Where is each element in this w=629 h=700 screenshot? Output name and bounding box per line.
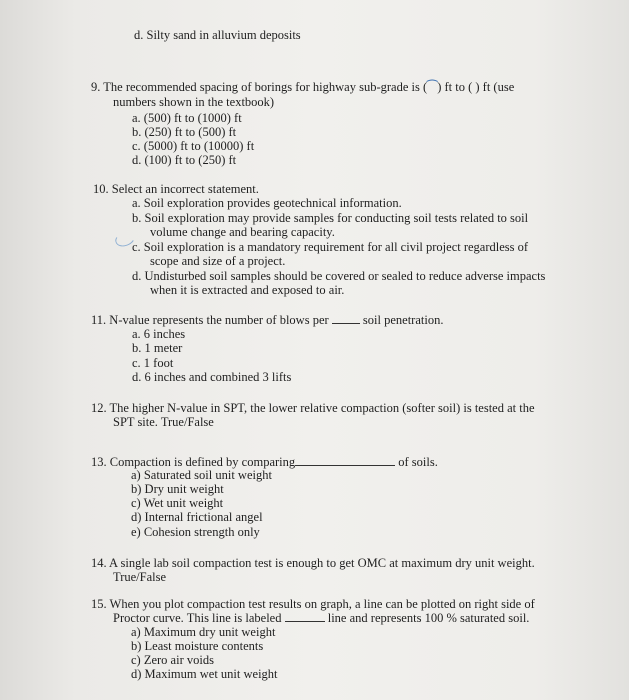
question-10-option-d-cont: when it is extracted and exposed to air. (150, 283, 345, 297)
question-15-text: Proctor curve. This line is labeled (113, 611, 282, 625)
question-13-text: 13. Compaction is defined by comparing (91, 455, 296, 469)
question-14-stem-cont[interactable]: True/False (113, 570, 167, 584)
question-9-stem-cont: numbers shown in the textbook) (113, 95, 275, 109)
question-13-option-c[interactable]: c) Wet unit weight (131, 496, 224, 510)
question-11-stem (91, 313, 443, 327)
question-15-option-c[interactable]: c) Zero air voids (131, 653, 214, 667)
question-13-option-d[interactable]: d) Internal frictional angel (131, 510, 263, 524)
question-11-text: 11. N-value represents the number of blows per (91, 313, 329, 327)
question-11-option-c[interactable]: c. 1 foot (132, 356, 174, 370)
question-11-option-d[interactable]: d. 6 inches and combined 3 lifts (132, 370, 292, 384)
question-15-option-d[interactable]: d) Maximum wet unit weight (131, 667, 278, 681)
answer-blank[interactable] (295, 455, 395, 466)
question-10-option-b-cont: volume change and bearing capacity. (150, 225, 335, 239)
question-15-stem-cont (113, 611, 529, 625)
question-10-option-c[interactable]: c. Soil exploration is a mandatory requirement for all civil project regardless of (132, 240, 529, 254)
question-11-option-b[interactable]: b. 1 meter (132, 341, 183, 355)
question-10-option-d[interactable]: d. Undisturbed soil samples should be covered or sealed to reduce adverse impacts (132, 269, 546, 283)
question-15-text-end: line and represents 100 % saturated soil. (327, 611, 530, 625)
question-13-stem (91, 455, 438, 469)
handwritten-mark: ⁀ (427, 80, 438, 94)
answer-blank[interactable] (285, 611, 325, 622)
question-10-stem: 10. Select an incorrect statement. (93, 182, 259, 196)
question-15-option-a[interactable]: a) Maximum dry unit weight (131, 625, 276, 639)
question-9-text-end: ) ft to ( ) ft (use (437, 80, 515, 94)
question-9-option-b[interactable]: b. (250) ft to (500) ft (132, 125, 237, 139)
answer-blank[interactable] (332, 313, 360, 324)
question-10-option-c-cont: scope and size of a project. (150, 254, 286, 268)
question-13-option-e[interactable]: e) Cohesion strength only (131, 525, 260, 539)
question-9-stem (91, 80, 514, 94)
question-9-option-d[interactable]: d. (100) ft to (250) ft (132, 153, 237, 167)
question-10-option-a[interactable]: a. Soil exploration provides geotechnical information. (132, 196, 402, 210)
question-13-text-end: of soils. (398, 455, 438, 469)
question-9-text: 9. The recommended spacing of borings for highway sub-grade is ( (91, 80, 428, 94)
question-10-option-b[interactable]: b. Soil exploration may provide samples for conducting soil tests related to soil (132, 211, 529, 225)
question-15-option-b[interactable]: b) Least moisture contents (131, 639, 264, 653)
question-13-option-b[interactable]: b) Dry unit weight (131, 482, 224, 496)
question-15-stem: 15. When you plot compaction test results on graph, a line can be plotted on right side of (91, 597, 535, 611)
question-9-option-c[interactable]: c. (5000) ft to (10000) ft (132, 139, 255, 153)
prev-question-option-d: d. Silty sand in alluvium deposits (134, 28, 301, 42)
question-12-stem-cont[interactable]: SPT site. True/False (113, 415, 214, 429)
question-12-stem: 12. The higher N-value in SPT, the lower relative compaction (softer soil) is tested at the (91, 401, 535, 415)
question-11-text-end: soil penetration. (362, 313, 444, 327)
question-9-option-a[interactable]: a. (500) ft to (1000) ft (132, 111, 242, 125)
question-13-option-a[interactable]: a) Saturated soil unit weight (131, 468, 272, 482)
question-14-stem: 14. A single lab soil compaction test is enough to get OMC at maximum dry unit weight. (91, 556, 535, 570)
question-11-option-a[interactable]: a. 6 inches (132, 327, 186, 341)
